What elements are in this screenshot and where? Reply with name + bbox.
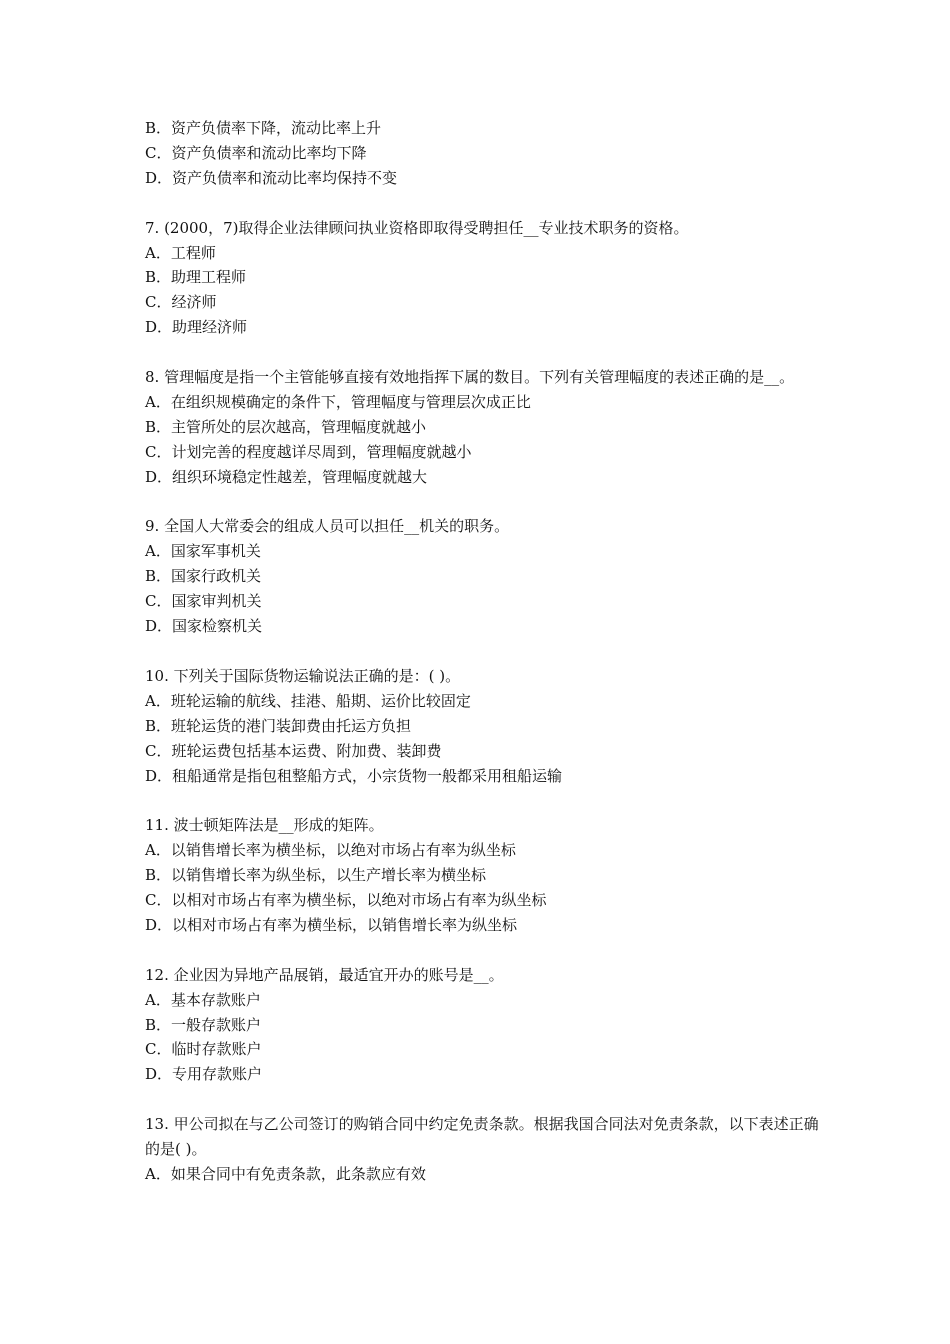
question-text: 11. 波士顿矩阵法是__形成的矩阵。 — [145, 816, 384, 835]
question-text: 10. 下列关于国际货物运输说法正确的是：( )。 — [145, 666, 461, 685]
option-c: C．资产负债率和流动比率均下降 — [145, 143, 367, 162]
option-b: B．国家行政机关 — [145, 567, 262, 586]
option-d: D．国家检察机关 — [145, 617, 263, 636]
option-d: D．以相对市场占有率为横坐标，以销售增长率为纵坐标 — [145, 915, 518, 934]
question-8 — [145, 365, 825, 490]
option-b: B．以销售增长率为纵坐标，以生产增长率为横坐标 — [145, 866, 487, 885]
option-d: D．资产负债率和流动比率均保持不变 — [145, 168, 398, 187]
option-c: C．班轮运费包括基本运费、附加费、装卸费 — [145, 741, 442, 760]
option-d: D．助理经济师 — [145, 318, 248, 337]
question-13 — [145, 1112, 825, 1187]
option-b: B．资产负债率下降，流动比率上升 — [145, 119, 382, 137]
option-d: D．租船通常是指包租整船方式，小宗货物一般都采用租船运输 — [145, 766, 563, 785]
option-c: C．以相对市场占有率为横坐标，以绝对市场占有率为纵坐标 — [145, 891, 547, 910]
option-c: C．临时存款账户 — [145, 1040, 262, 1059]
option-a: A．班轮运输的航线、挂港、船期、运价比较固定 — [145, 691, 471, 710]
option-c: C．国家审判机关 — [145, 592, 262, 611]
option-b: B．一般存款账户 — [145, 1015, 262, 1034]
question-9 — [145, 514, 825, 639]
question-text: 8. 管理幅度是指一个主管能够直接有效地指挥下属的数目。下列有关管理幅度的表述正确的是__。 — [145, 368, 795, 387]
page-content — [145, 116, 825, 1187]
option-a: A．国家军事机关 — [145, 542, 261, 561]
question-text: 12. 企业因为异地产品展销，最适宜开办的账号是__。 — [145, 965, 504, 984]
question-12 — [145, 963, 825, 1088]
option-a: A．以销售增长率为横坐标，以绝对市场占有率为纵坐标 — [145, 841, 516, 860]
question-6-continuation — [145, 116, 825, 191]
question-text: 13. 甲公司拟在与乙公司签订的购销合同中约定免责条款。根据我国合同法对免责条款，以下表述正确的是( )。 — [145, 1115, 819, 1159]
question-text: 7. (2000，7)取得企业法律顾问执业资格即取得受聘担任__专业技术职务的资格。 — [145, 218, 689, 237]
question-11 — [145, 813, 825, 938]
option-a: A．在组织规模确定的条件下，管理幅度与管理层次成正比 — [145, 392, 531, 411]
option-a: A．工程师 — [145, 243, 216, 262]
option-a: A．如果合同中有免责条款，此条款应有效 — [145, 1164, 426, 1183]
option-b: B．主管所处的层次越高，管理幅度就越小 — [145, 417, 427, 436]
option-d: D．专用存款账户 — [145, 1065, 263, 1084]
option-a: A．基本存款账户 — [145, 990, 261, 1009]
question-7 — [145, 216, 825, 341]
question-text: 9. 全国人大常委会的组成人员可以担任__机关的职务。 — [145, 517, 510, 536]
option-c: C．计划完善的程度越详尽周到，管理幅度就越小 — [145, 442, 472, 461]
option-d: D．组织环境稳定性越差，管理幅度就越大 — [145, 467, 428, 486]
option-b: B．助理工程师 — [145, 268, 247, 287]
option-b: B．班轮运货的港门装卸费由托运方负担 — [145, 716, 412, 735]
option-c: C．经济师 — [145, 293, 217, 312]
question-10 — [145, 664, 825, 789]
